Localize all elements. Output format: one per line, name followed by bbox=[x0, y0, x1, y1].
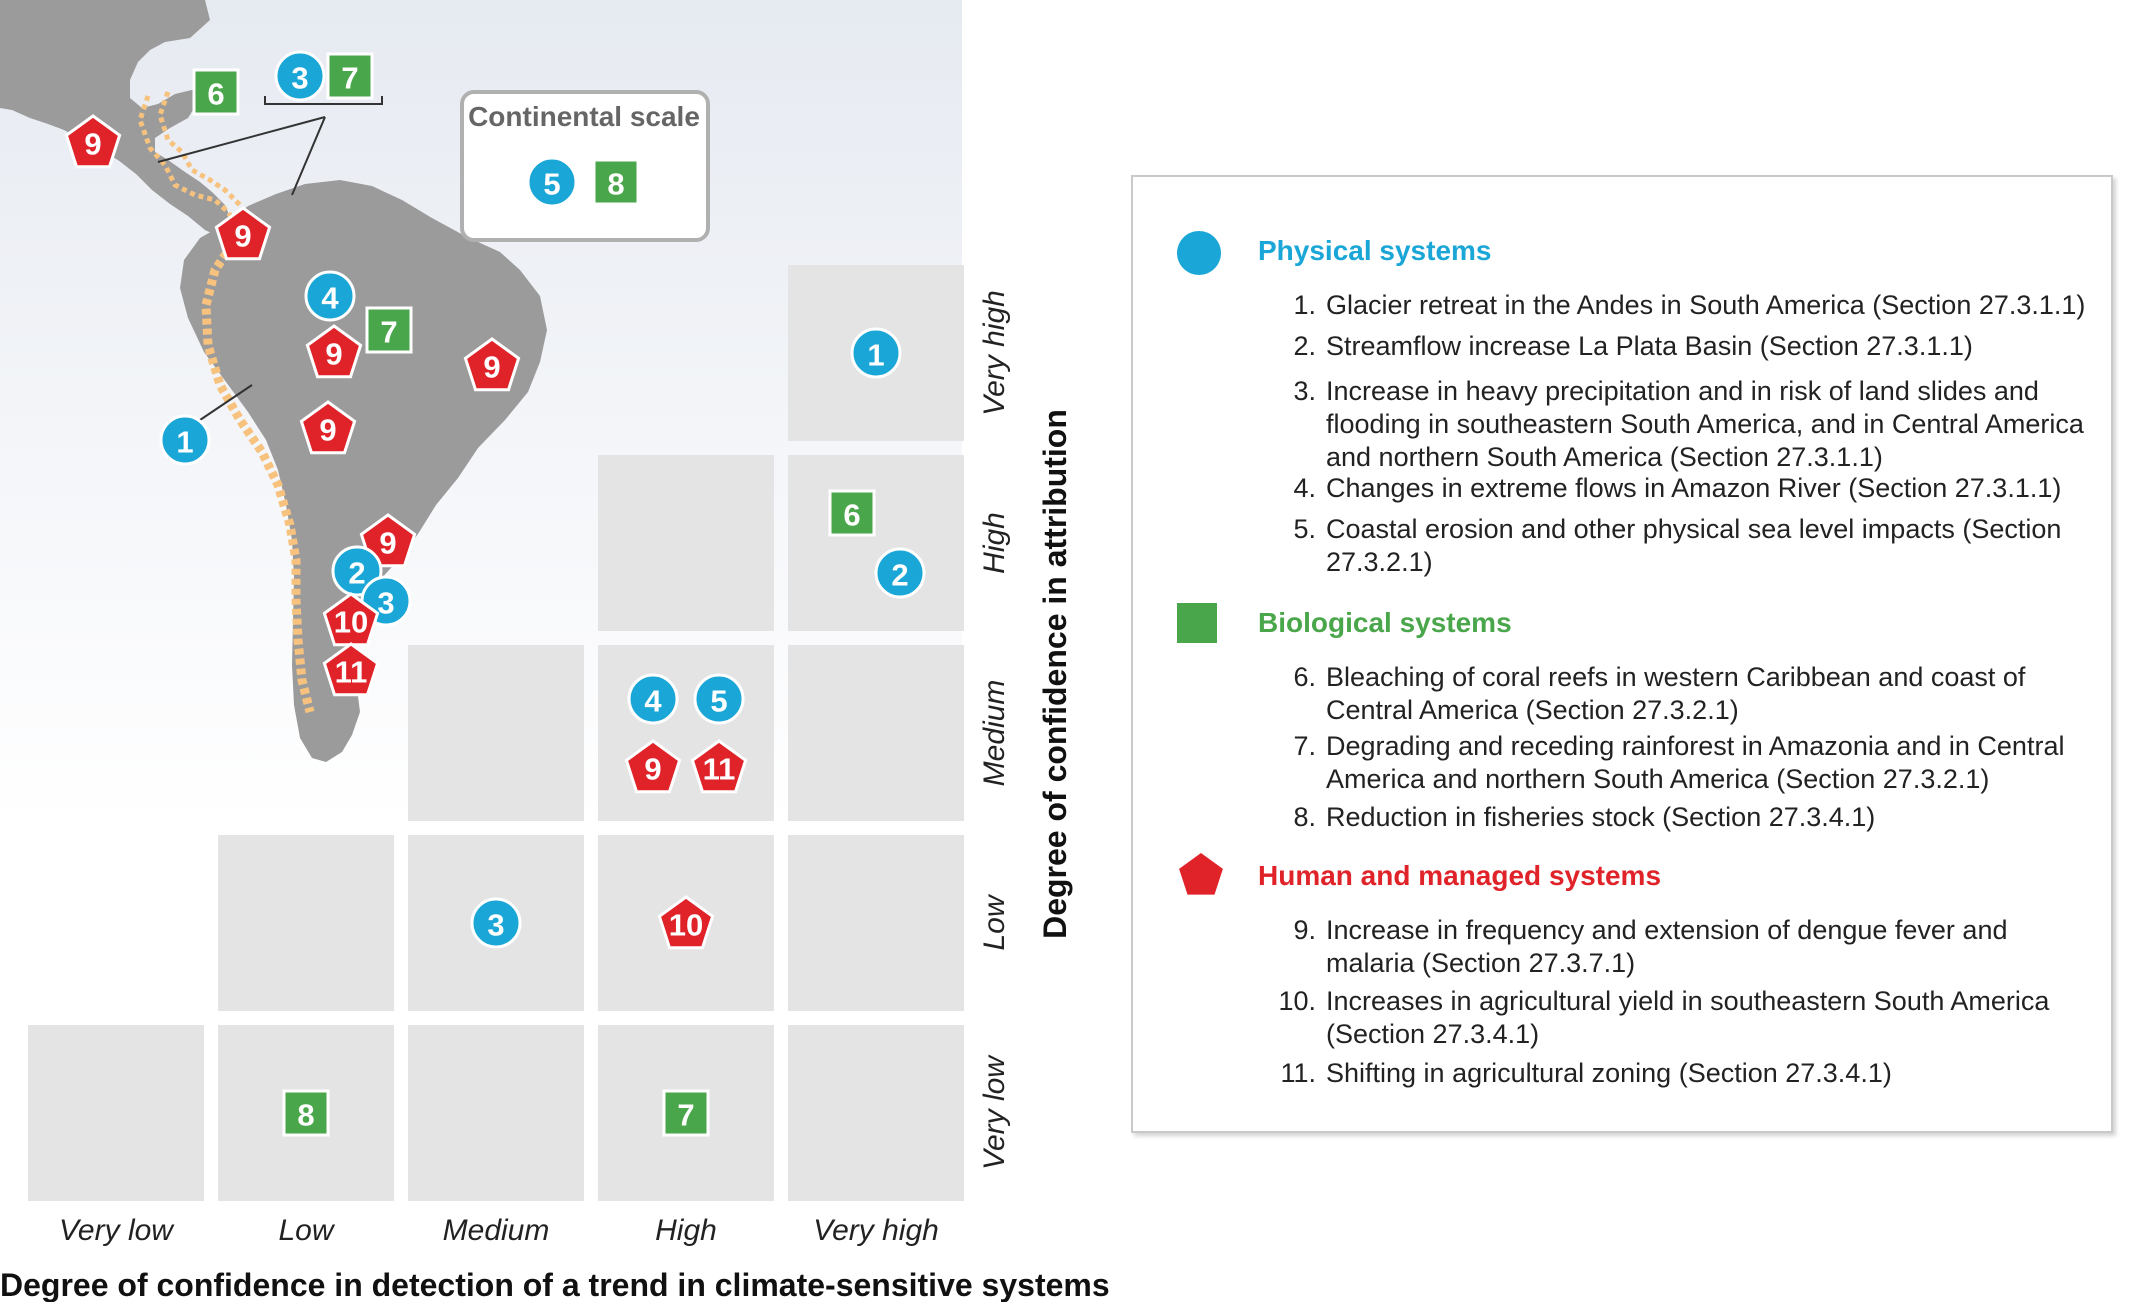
y-category-label: Low bbox=[978, 895, 1011, 951]
legend-item-number: 9. bbox=[1293, 915, 1316, 945]
marker-label: 8 bbox=[297, 1097, 315, 1133]
physical-impact-marker bbox=[695, 675, 743, 723]
continental-scale-title: Continental scale bbox=[468, 101, 700, 132]
biological-impact-marker bbox=[194, 70, 238, 114]
legend-heading: Human and managed systems bbox=[1258, 860, 1662, 891]
legend-item bbox=[1258, 730, 2088, 796]
matrix-cell bbox=[28, 1025, 204, 1201]
legend-item-number: 3. bbox=[1293, 376, 1316, 406]
legend-item-text: Bleaching of coral reefs in western Caribbean and coast of Central America (Section 27.3.2.1) bbox=[1326, 662, 2026, 725]
biological-impact-marker bbox=[594, 160, 638, 204]
x-category-label: High bbox=[655, 1214, 717, 1247]
legend-item bbox=[1258, 289, 2088, 322]
legend-item-text: Glacier retreat in the Andes in South America (Section 27.3.1.1) bbox=[1326, 290, 2086, 320]
physical-impact-marker bbox=[528, 158, 576, 206]
marker-label: 10 bbox=[668, 907, 704, 943]
legend-item-text: Increases in agricultural yield in southeastern South America (Section 27.3.4.1) bbox=[1326, 986, 2050, 1049]
physical-impact-marker bbox=[629, 675, 677, 723]
legend-item-text: Changes in extreme flows in Amazon River (Section 27.3.1.1) bbox=[1326, 473, 2062, 503]
marker-label: 7 bbox=[677, 1097, 695, 1133]
x-axis-title: Degree of confidence in detection of a trend in climate-sensitive systems bbox=[0, 1267, 1110, 1302]
square-icon bbox=[1177, 603, 1217, 643]
pentagon-icon bbox=[1177, 850, 1225, 898]
matrix-cell bbox=[598, 645, 774, 821]
matrix-cell bbox=[788, 1025, 964, 1201]
matrix-cell bbox=[788, 455, 964, 631]
legend-item-number: 5. bbox=[1293, 514, 1316, 544]
matrix-cell bbox=[788, 645, 964, 821]
marker-label: 9 bbox=[84, 126, 102, 162]
circle-icon bbox=[1177, 231, 1221, 275]
legend-heading: Physical systems bbox=[1258, 235, 1492, 266]
marker-label: 8 bbox=[607, 166, 625, 202]
x-category-label: Very high bbox=[813, 1214, 939, 1247]
legend-item-number: 8. bbox=[1293, 802, 1316, 832]
y-category-label: High bbox=[978, 512, 1011, 574]
legend-item-number: 7. bbox=[1293, 731, 1316, 761]
marker-label: 2 bbox=[891, 557, 909, 593]
marker-label: 3 bbox=[291, 60, 309, 96]
legend-item-number: 11. bbox=[1280, 1058, 1316, 1088]
y-category-label: Medium bbox=[978, 679, 1011, 787]
matrix-cell bbox=[788, 835, 964, 1011]
marker-label: 3 bbox=[377, 585, 395, 621]
marker-label: 2 bbox=[348, 555, 366, 591]
physical-impact-marker bbox=[276, 52, 324, 100]
legend-item-number: 10. bbox=[1278, 986, 1316, 1016]
matrix-cell bbox=[218, 835, 394, 1011]
marker-label: 1 bbox=[867, 337, 885, 373]
marker-label: 4 bbox=[321, 280, 339, 316]
marker-label: 5 bbox=[543, 166, 561, 202]
legend-item-text: Increase in heavy precipitation and in risk of land slides and flooding in southeastern South America, and in Central America and northern South America (Section 27.3.1.1) bbox=[1326, 376, 2084, 472]
legend-item-number: 2. bbox=[1293, 331, 1316, 361]
legend-item bbox=[1258, 330, 2088, 363]
legend-item-text: Streamflow increase La Plata Basin (Section 27.3.1.1) bbox=[1326, 331, 1973, 361]
legend-item bbox=[1258, 661, 2088, 727]
legend-item bbox=[1258, 985, 2088, 1051]
biological-impact-marker bbox=[328, 54, 372, 98]
marker-label: 11 bbox=[702, 751, 736, 787]
legend-panel bbox=[1131, 175, 2113, 1133]
legend-item-number: 1. bbox=[1293, 290, 1316, 320]
marker-label: 6 bbox=[207, 76, 225, 112]
biological-impact-marker bbox=[830, 491, 874, 535]
biological-impact-marker bbox=[284, 1091, 328, 1135]
legend-item-text: Reduction in fisheries stock (Section 27.3.4.1) bbox=[1326, 802, 1876, 832]
legend-item-number: 6. bbox=[1293, 662, 1316, 692]
marker-label: 9 bbox=[319, 412, 337, 448]
legend-item-text: Coastal erosion and other physical sea level impacts (Section 27.3.2.1) bbox=[1326, 514, 2062, 577]
marker-label: 7 bbox=[380, 314, 398, 350]
x-category-label: Very low bbox=[59, 1214, 173, 1247]
y-category-label: Very low bbox=[978, 1056, 1011, 1170]
marker-label: 10 bbox=[333, 604, 369, 640]
matrix-cell bbox=[408, 645, 584, 821]
legend-item bbox=[1258, 801, 2088, 834]
physical-impact-marker bbox=[161, 416, 209, 464]
y-axis-title: Degree of confidence in attribution bbox=[1037, 409, 1073, 939]
physical-impact-marker bbox=[876, 549, 924, 597]
marker-label: 9 bbox=[379, 525, 397, 561]
marker-label: 1 bbox=[176, 424, 194, 460]
x-category-label: Medium bbox=[442, 1214, 550, 1247]
marker-label: 9 bbox=[234, 218, 252, 254]
matrix-cell bbox=[598, 455, 774, 631]
legend-item-text: Degrading and receding rainforest in Amazonia and in Central America and northern South America (Section 27.3.2.1) bbox=[1326, 731, 2065, 794]
legend-item bbox=[1258, 914, 2088, 980]
physical-impact-marker bbox=[852, 329, 900, 377]
legend-item-text: Increase in frequency and extension of dengue fever and malaria (Section 27.3.7.1) bbox=[1326, 915, 2008, 978]
biological-impact-marker bbox=[664, 1091, 708, 1135]
legend-item-number: 4. bbox=[1293, 473, 1316, 503]
marker-label: 5 bbox=[710, 683, 728, 719]
marker-label: 7 bbox=[341, 60, 359, 96]
legend-item bbox=[1258, 472, 2088, 505]
legend-item bbox=[1258, 513, 2088, 579]
marker-label: 4 bbox=[644, 683, 662, 719]
marker-label: 9 bbox=[644, 751, 662, 787]
legend-heading: Biological systems bbox=[1258, 607, 1512, 638]
marker-label: 6 bbox=[843, 497, 861, 533]
marker-label: 9 bbox=[325, 336, 343, 372]
biological-impact-marker bbox=[367, 308, 411, 352]
legend-item bbox=[1258, 375, 2088, 474]
marker-label: 3 bbox=[487, 907, 505, 943]
x-category-label: Low bbox=[278, 1214, 334, 1247]
marker-label: 11 bbox=[334, 654, 368, 690]
legend-item bbox=[1258, 1057, 2088, 1090]
y-category-label: Very high bbox=[978, 290, 1011, 416]
matrix-cell bbox=[408, 1025, 584, 1201]
legend-item-text: Shifting in agricultural zoning (Section 27.3.4.1) bbox=[1326, 1058, 1892, 1088]
continental-scale-box bbox=[462, 92, 708, 240]
marker-label: 9 bbox=[483, 349, 501, 385]
physical-impact-marker bbox=[472, 899, 520, 947]
physical-impact-marker bbox=[306, 272, 354, 320]
